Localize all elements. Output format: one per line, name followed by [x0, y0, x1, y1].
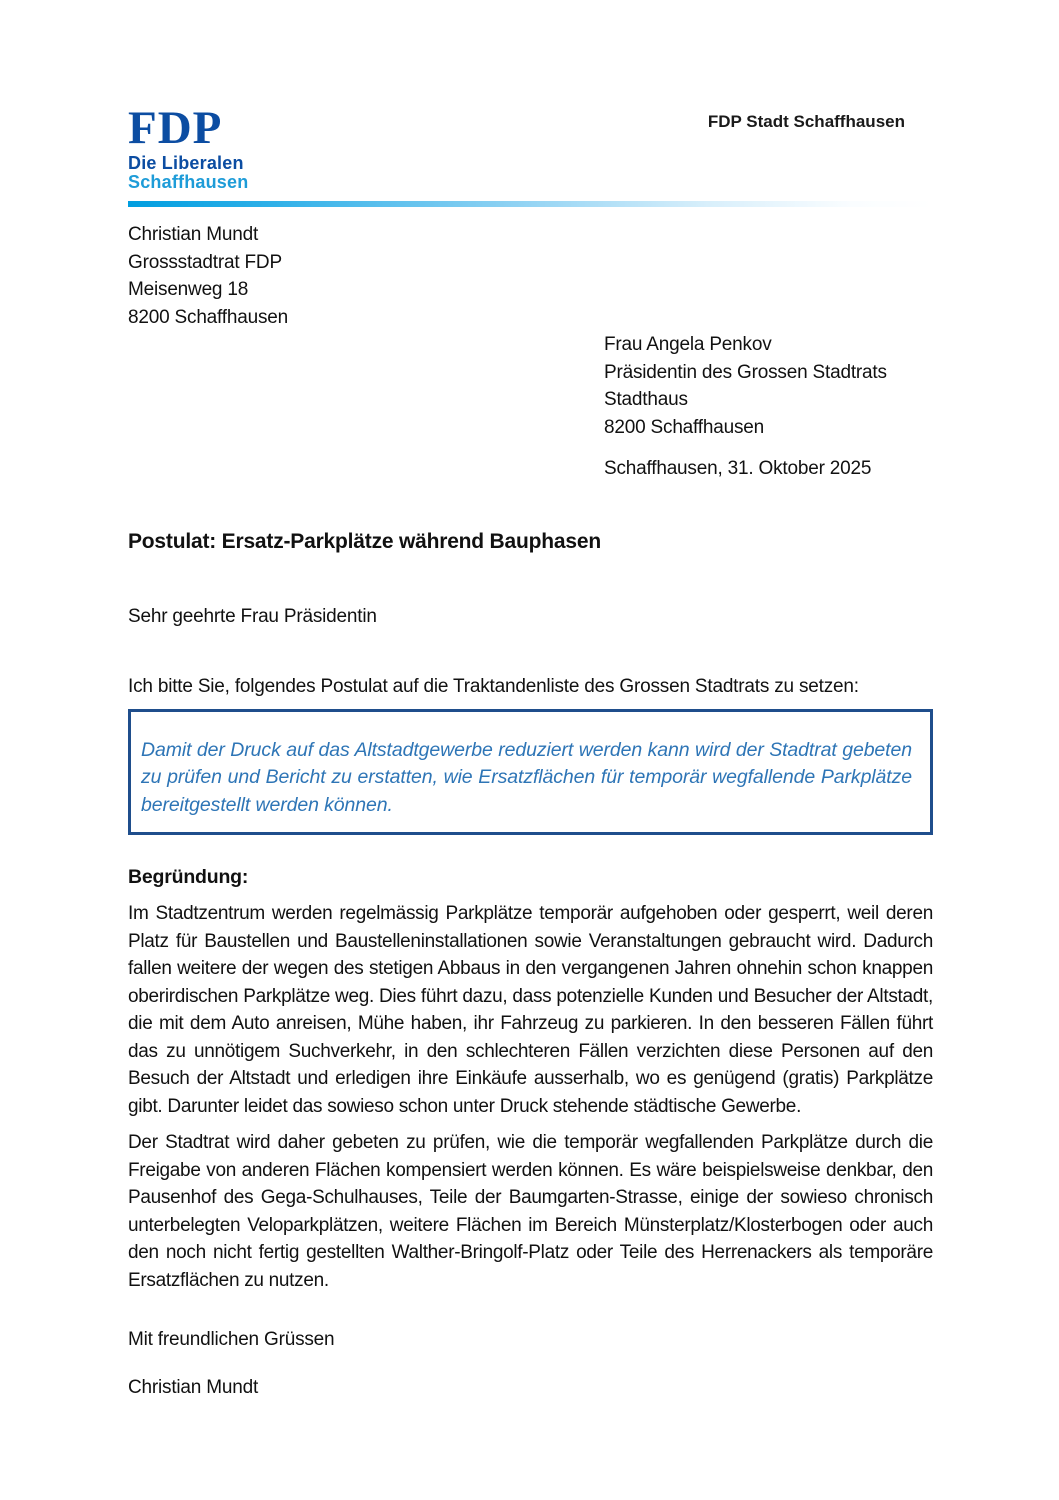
fdp-logo-subline-schaffhausen: Schaffhausen	[128, 172, 249, 192]
reasoning-paragraph-2: Der Stadtrat wird daher gebeten zu prüfen, wie die temporär wegfallenden Parkplätze durch die Freigabe von anderen Flächen kompensiert werden können. Es wäre beispielsweise denkbar, den Pausenhof des Gega-Schulhauses, Teile der Baumgarten-Strasse, einige der sowieso chronisch unterbelegten Veloparkplätzen, weitere Flächen im Bereich Münsterplatz/Klosterbogen oder auch den noch nicht fertig gestellten Walther-Bringolf-Platz oder Teile des Herrenackers als temporäre Ersatzflächen zu nutzen.	[128, 1132, 933, 1291]
recipient-building: Stadthaus	[604, 389, 688, 410]
reasoning-paragraph-1: Im Stadtzentrum werden regelmässig Parkplätze temporär aufgehoben oder gesperrt, weil deren Platz für Baustellen und Baustelleninstallationen sowie Veranstaltungen gebraucht wird. Dadurch fallen weitere der wegen des stetigen Abbaus in den vergangenen Jahren ohnehin schon knappen oberirdischen Parkplätze weg. Dies führt dazu, dass potenzielle Kunden und Besucher der Altstadt, die mit dem Auto anreisen, Mühe haben, ihr Fahrzeug zu parkieren. In den besseren Fällen führt das zu unnötigem Suchverkehr, in den schlechteren Fällen verzichten diese Personen auf den Besuch der Altstadt und erledigen ihre Einkäufe ausserhalb, wo es genügend (gratis) Parkplätze gibt. Darunter leidet das sowieso schon unter Druck stehende städtische Gewerbe.	[128, 903, 933, 1117]
recipient-name: Frau Angela Penkov	[604, 334, 772, 355]
recipient-role: Präsidentin des Grossen Stadtrats	[604, 361, 887, 383]
salutation: Sehr geehrte Frau Präsidentin	[128, 605, 377, 627]
sender-street: Meisenweg 18	[128, 279, 249, 300]
date-line: Schaffhausen, 31. Oktober 2025	[604, 458, 872, 479]
intro-line: Ich bitte Sie, folgendes Postulat auf die Traktandenliste des Grossen Stadtrats zu setzen:	[128, 675, 859, 697]
header-divider-rule	[128, 201, 933, 207]
masthead	[128, 102, 933, 192]
recipient-address-block	[604, 331, 933, 441]
sender-city: 8200 Schaffhausen	[128, 306, 289, 328]
sender-role: Grossstadtrat FDP	[128, 251, 282, 273]
recipient-city: 8200 Schaffhausen	[604, 416, 765, 438]
closing-salutation: Mit freundlichen Grüssen	[128, 1329, 335, 1350]
fdp-logo	[128, 102, 249, 192]
header-org-label: FDP Stadt Schaffhausen	[707, 112, 905, 131]
fdp-logo-wordmark: FDP	[128, 102, 223, 154]
subject-line: Postulat: Ersatz-Parkplätze während Bauphasen	[128, 529, 601, 553]
signature-name: Christian Mundt	[128, 1377, 259, 1398]
postulat-quote-box	[128, 709, 933, 836]
postulat-quote-text: Damit der Druck auf das Altstadtgewerbe reduziert werden kann wird der Stadtrat gebeten zu prüfen und Bericht zu erstatten, wie Ersatzflächen für temporär wegfallende Parkplätze bereitgestellt werden können.	[141, 738, 912, 816]
fdp-logo-subline-liberalen: Die Liberalen	[128, 153, 244, 173]
reasoning-heading: Begründung:	[128, 866, 249, 888]
sender-name: Christian Mundt	[128, 224, 259, 245]
sender-address-block	[128, 221, 933, 331]
